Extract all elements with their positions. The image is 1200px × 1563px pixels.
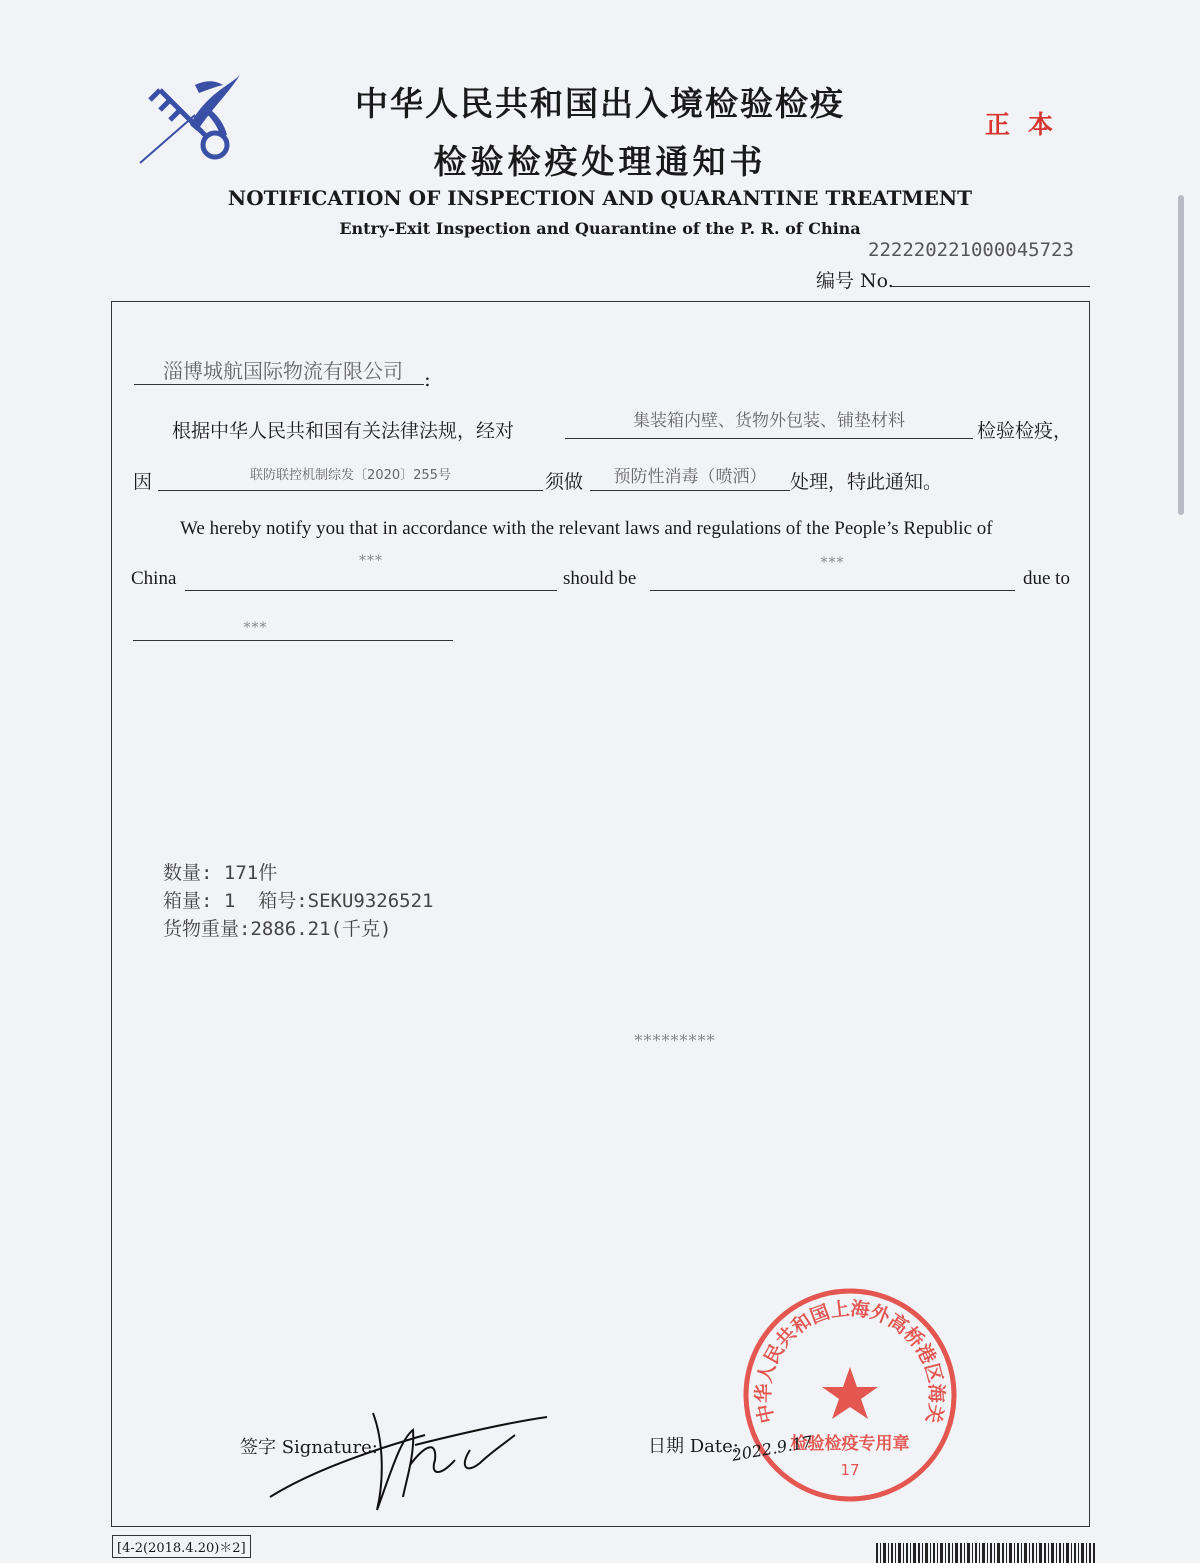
en-treatment-underline (650, 590, 1015, 591)
handwritten-date: 2022.9.17 (730, 1431, 814, 1465)
inspected-object: 集装箱内壁、货物外包装、铺垫材料 (633, 411, 905, 431)
treatment-method-underline (590, 490, 790, 491)
consignee-name: 淄博城航国际物流有限公司 (163, 359, 403, 383)
consignee-underline (134, 384, 424, 385)
treatment-reason-underline (158, 490, 543, 491)
treatment-reason: 联防联控机制综发〔2020〕255号 (250, 468, 451, 483)
cn-line2-mid: 须做 (545, 471, 584, 493)
en-due-to: due to (1023, 568, 1070, 589)
inspection-quarantine-emblem-icon (135, 65, 245, 165)
scrollbar-thumb (1178, 195, 1184, 515)
cn-line2-suffix: 处理，特此通知。 (790, 471, 943, 493)
number-underline (892, 286, 1090, 287)
en-treatment-value: *** (820, 555, 845, 571)
title-chinese: 中华人民共和国出入境检验检疫 (355, 84, 845, 123)
cargo-quantity: 数量: 171件 (163, 862, 278, 884)
consignee-colon: : (424, 367, 431, 391)
en-line1: We hereby notify you that in accordance with the relevant laws and regulations of the People’s Republic of (180, 518, 993, 539)
en-china: China (131, 568, 177, 589)
en-should-be: should be (563, 568, 637, 589)
original-copy-mark: 正本 (985, 110, 1072, 139)
cn-line1-suffix: 检验检疫， (977, 420, 1073, 442)
form-code: [4-2(2018.4.20)＊2] (112, 1535, 251, 1558)
svg-text:中华人民共和国上海外高桥港区海关: 中华人民共和国上海外高桥港区海关 (752, 1297, 948, 1426)
barcode-graphic (876, 1543, 1096, 1563)
vertical-scrollbar[interactable] (1175, 195, 1187, 1555)
cargo-weight: 货物重量:2886.21(千克) (163, 918, 392, 940)
en-reason-underline (133, 640, 453, 641)
subtitle-english: Entry-Exit Inspection and Quarantine of the P. R. of China (339, 219, 861, 238)
cn-line1-prefix: 根据中华人民共和国有关法律法规，经对 (172, 420, 515, 442)
end-marker: ********* (634, 1031, 716, 1050)
date-label: 日期 Date: (648, 1436, 739, 1457)
title-english: NOTIFICATION OF INSPECTION AND QUARANTINE TREATMENT (227, 186, 973, 210)
en-object-value: *** (359, 553, 383, 569)
subtitle-chinese: 检验检疫处理通知书 (433, 142, 767, 181)
en-reason-value: *** (243, 620, 268, 636)
svg-text:17: 17 (840, 1461, 860, 1479)
signature-label: 签字 Signature: (240, 1437, 378, 1458)
inspected-object-underline (565, 438, 973, 439)
handwritten-signature (265, 1405, 550, 1515)
number-label: 编号 No. (816, 270, 894, 292)
serial-number: 22222022100004572З (868, 239, 1074, 261)
cargo-containers: 箱量: 1 箱号:SEKU9326521 (163, 890, 434, 912)
en-object-underline (185, 590, 557, 591)
treatment-method: 预防性消毒（喷洒） (613, 467, 767, 487)
svg-text:检验检疫专用章: 检验检疫专用章 (790, 1434, 910, 1454)
cn-line2-prefix: 因 (133, 471, 153, 493)
